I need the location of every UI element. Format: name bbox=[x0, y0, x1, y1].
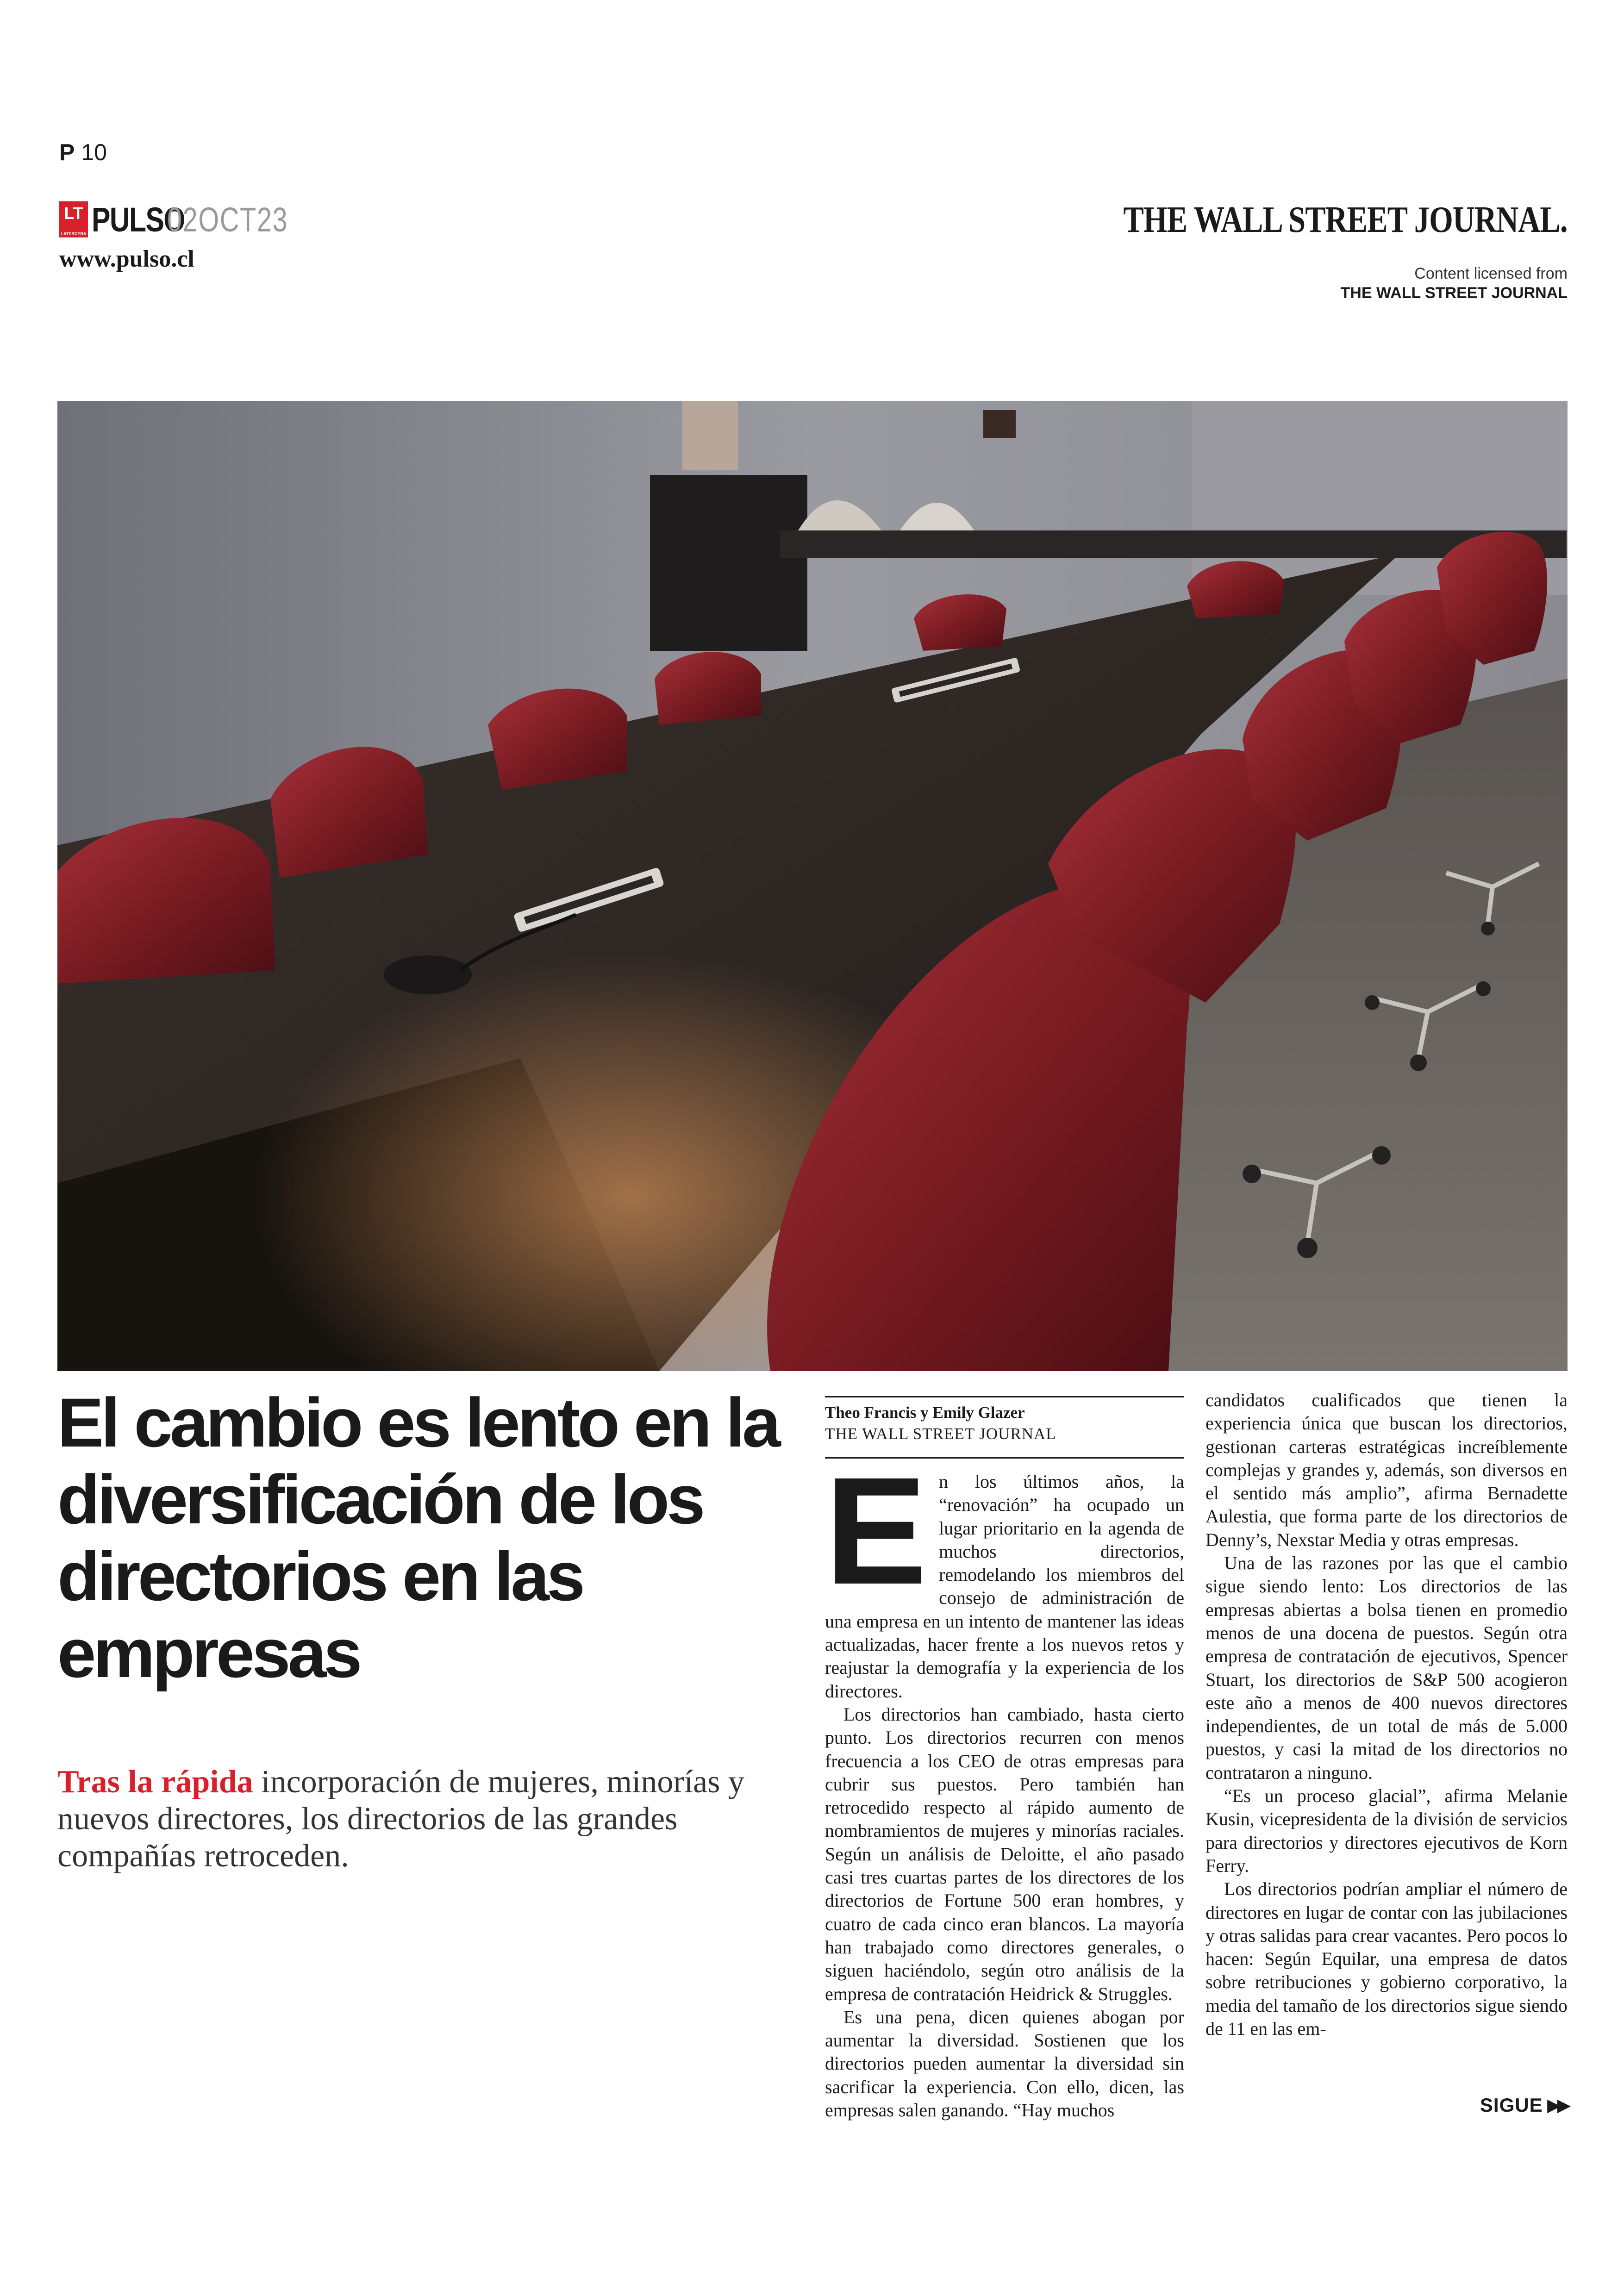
pulso-masthead[interactable] bbox=[59, 200, 322, 239]
body-paragraph: candidatos cualificados que tienen la experiencia única que buscan los directorios, gestionan carteras estratégicas increíblemente complejas y grandes y, además, son diversos en el sentido más amplio”, afirma Bernadette Aulestia, que forma parte de los directorios de Denny’s, Nexstar Media y otras empresas. bbox=[1206, 1390, 1568, 1550]
byline-publication: THE WALL STREET JOURNAL bbox=[825, 1425, 1056, 1443]
license-source: THE WALL STREET JOURNAL bbox=[1340, 284, 1568, 302]
byline-authors: Theo Francis y Emily Glazer bbox=[825, 1403, 1025, 1422]
body-paragraph: n los últimos años, la “renovación” ha ocupado un lugar prioritario en la agenda de muchos directorios, remodelando los miembros del consejo de administración de una empresa en un intento de mantener las ideas actualizadas, hacer frente a los nuevos retos y reajustar la demografía y la experiencia de los directores. bbox=[825, 1471, 1184, 1702]
drop-cap: E bbox=[825, 1445, 927, 1616]
page-number: P 10 bbox=[59, 139, 107, 165]
body-paragraph: Es una pena, dicen quienes abogan por aumentar la diversidad. Sostienen que los directorios pueden aumentar la diversidad sin sacrificar la experiencia. Con ello, dicen, las empresas salen ganando. “Hay muchos bbox=[825, 2006, 1184, 2121]
website-link[interactable]: www.pulso.cl bbox=[59, 246, 194, 272]
continue-label: SIGUE bbox=[1480, 2094, 1543, 2116]
deck-lead: Tras la rápida bbox=[57, 1764, 253, 1800]
conference-room-illustration bbox=[57, 401, 1568, 1371]
deck-text: incorporación de mujeres, minorías y nuevos directores, los directorios de las grandes compañías retroceden. bbox=[57, 1764, 744, 1874]
issue-date: 02OCT23 bbox=[167, 200, 288, 239]
brand-name: PULSO bbox=[92, 200, 185, 239]
byline bbox=[825, 1396, 1184, 1445]
continue-link[interactable] bbox=[1480, 2094, 1568, 2116]
article-column-1 bbox=[825, 1445, 1184, 2122]
article-deck bbox=[57, 1764, 780, 1875]
license-note bbox=[1341, 264, 1568, 303]
article-photo bbox=[57, 401, 1568, 1371]
wsj-nameplate: THE WALL STREET JOURNAL. bbox=[1123, 200, 1568, 240]
body-paragraph: Una de las razones por las que el cambio sigue siendo lento: Los directorios de las empresas abiertas a bolsa tienen en promedio menos de una docena de puestos. Según otra empresa de contratación de ejecutivos, Spencer Stuart, los directorios de S&P 500 acogieron este año a menos de 400 nuevos directores independientes, de un total de más de 5.000 puestos, y casi la mitad de los directorios no contrataron a ninguno. bbox=[1206, 1553, 1568, 1783]
la-tercera-logo: LT LATERCERA bbox=[59, 201, 88, 237]
body-paragraph: “Es un proceso glacial”, afirma Melanie Kusin, vicepresidenta de la división de servicios para directorios y directores ejecutivos de Korn Ferry. bbox=[1206, 1785, 1568, 1876]
license-line: Content licensed from bbox=[1414, 265, 1568, 282]
double-arrow-right-icon: ▶▶ bbox=[1547, 2095, 1568, 2114]
body-paragraph: Los directorios podrían ampliar el número de directores en lugar de contar con las jubilaciones y otras salidas para crear vacantes. Pero pocos lo hacen: Según Equilar, una empresa de datos sobre retribuciones y gobierno corporativo, la media del tamaño de los directorios sigue siendo de 11 en las em- bbox=[1206, 1878, 1568, 2039]
article-headline: El cambio es lento en la diversificación de los directorios en las empresas bbox=[57, 1384, 778, 1692]
article-column-2 bbox=[1206, 1389, 1568, 2040]
body-paragraph: Los directorios han cambiado, hasta cierto punto. Los directorios recurren con menos frecuencia a los CEO de otras empresas para cubrir sus puestos. Pero también han retrocedido respecto al rápido aumento de nombramientos de mujeres y minorías raciales. Según un análisis de Deloitte, el año pasado casi tres cuartas partes de los directores de los directorios de Fortune 500 eran hombres, y cuatro de cada cinco eran blancos. La mayoría han trabajado como directores generales, o siguen haciéndolo, según otro análisis de la empresa de contratación Heidrick & Struggles. bbox=[825, 1703, 1184, 2004]
